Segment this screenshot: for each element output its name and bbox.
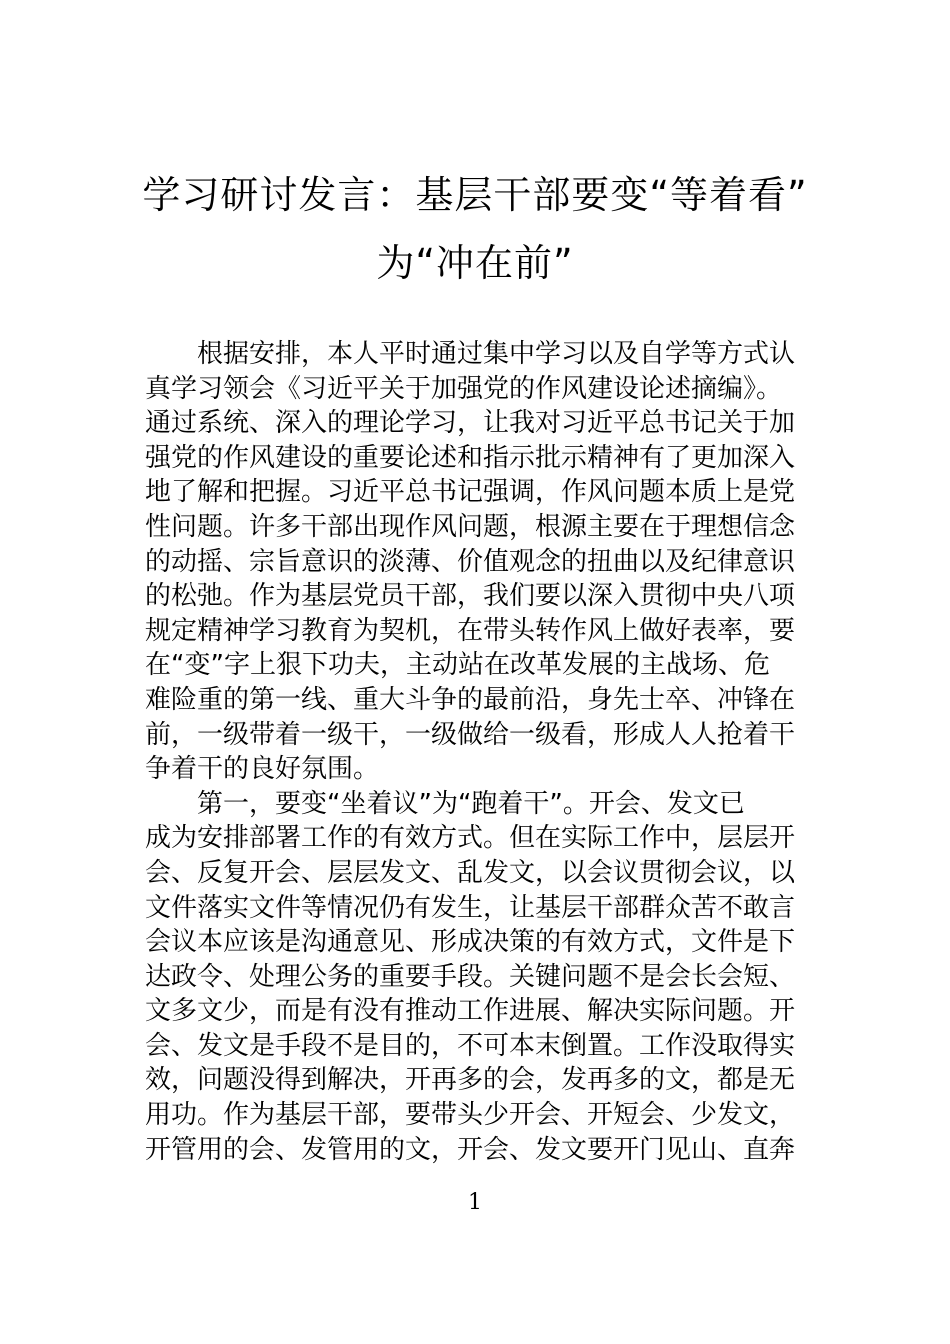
paragraph-1-line: 规定精神学习教育为契机，在带头转作风上做好表率，要	[145, 615, 796, 646]
document-title-line-1: 学习研讨发言：基层干部要变“等着看”	[142, 173, 808, 217]
paragraph-2-line: 达政令、处理公务的重要手段。关键问题不是会长会短、	[145, 961, 796, 992]
paragraph-1-line: 在“变”字上狠下功夫，主动站在改革发展的主战场、危	[145, 650, 770, 681]
paragraph-1-line: 强党的作风建设的重要论述和指示批示精神有了更加深入	[145, 442, 796, 473]
paragraph-2-line: 效，问题没得到解决，开再多的会，发再多的文，都是无	[145, 1065, 796, 1096]
paragraph-2-line: 用功。作为基层干部，要带头少开会、开短会、少发文，	[145, 1100, 796, 1131]
paragraph-1-line: 的动摇、宗旨意识的淡薄、价值观念的扭曲以及纪律意识	[145, 546, 796, 577]
paragraph-2-line: 第一，要变“坐着议”为“跑着干”。开会、发文已	[197, 788, 745, 819]
paragraph-1-line: 地了解和把握。习近平总书记强调，作风问题本质上是党	[145, 477, 796, 508]
paragraph-1-line: 性问题。许多干部出现作风问题，根源主要在于理想信念	[145, 511, 796, 542]
paragraph-2-line: 会议本应该是沟通意见、形成决策的有效方式，文件是下	[145, 927, 796, 958]
paragraph-1-line: 前，一级带着一级干，一级做给一级看，形成人人抢着干	[145, 719, 796, 750]
document-body	[145, 337, 810, 1167]
paragraph-1-line: 的松弛。作为基层党员干部，我们要以深入贯彻中央八项	[145, 581, 796, 612]
paragraph-2-line: 成为安排部署工作的有效方式。但在实际工作中，层层开	[145, 823, 796, 854]
paragraph-2-line: 文件落实文件等情况仍有发生，让基层干部群众苦不敢言	[145, 892, 796, 923]
paragraph-2-line: 文多文少，而是有没有推动工作进展、解决实际问题。开	[145, 996, 796, 1027]
paragraph-1-line: 争着干的良好氛围。	[145, 754, 380, 785]
page-number: 1	[468, 1190, 482, 1215]
paragraph-2-line: 会、发文是手段不是目的，不可本末倒置。工作没取得实	[145, 1030, 796, 1061]
paragraph-2-line: 开管用的会、发管用的文，开会、发文要开门见山、直奔	[145, 1134, 796, 1165]
paragraph-1-line: 难险重的第一线、重大斗争的最前沿，身先士卒、冲锋在	[145, 684, 796, 715]
paragraph-1-line: 根据安排，本人平时通过集中学习以及自学等方式认	[197, 339, 796, 369]
paragraph-1-line: 通过系统、深入的理论学习，让我对习近平总书记关于加	[145, 408, 796, 439]
paragraph-1-line: 真学习领会《习近平关于加强党的作风建设论述摘编》。	[145, 373, 783, 404]
document-title-line-2: 为“冲在前”	[376, 241, 574, 285]
paragraph-2-line: 会、反复开会、层层发文、乱发文，以会议贯彻会议，以	[145, 857, 796, 888]
